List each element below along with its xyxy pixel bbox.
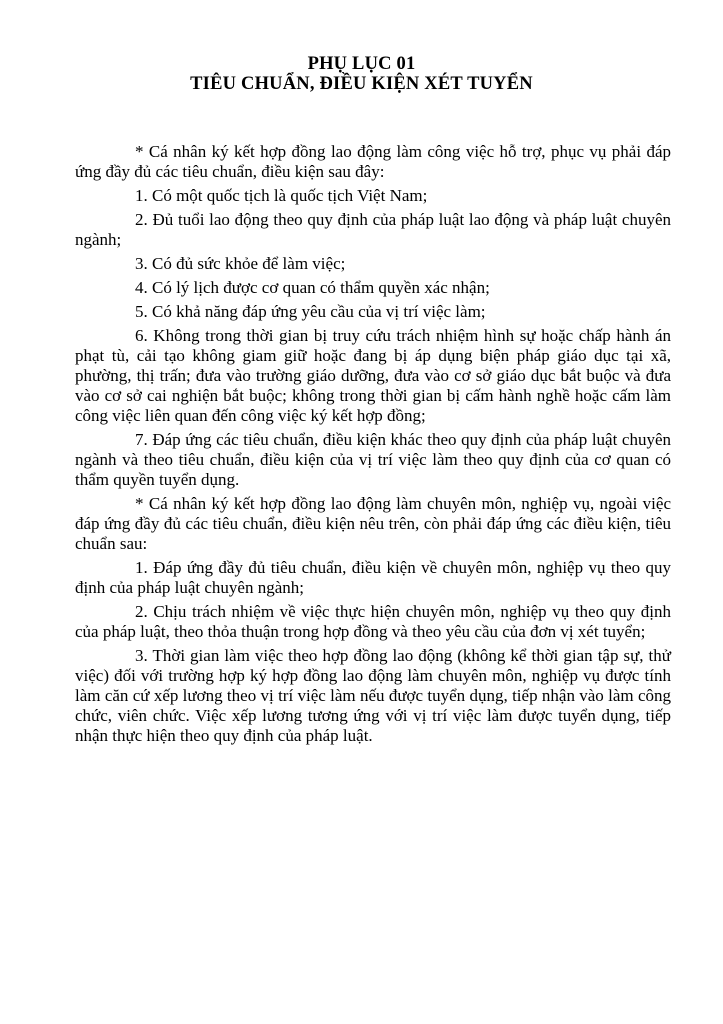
paragraph: 1. Có một quốc tịch là quốc tịch Việt Nam;: [135, 186, 428, 205]
paragraph: * Cá nhân ký kết hợp đồng lao động làm công việc hỗ trợ, phục vụ phải đáp ứng đầy đủ các tiêu chuẩn, điều kiện sau đây:: [75, 142, 671, 181]
title-line-2: TIÊU CHUẨN, ĐIỀU KIỆN XÉT TUYỂN: [190, 74, 533, 94]
paragraph: 3. Có đủ sức khỏe để làm việc;: [135, 254, 346, 273]
document-body: [75, 142, 671, 746]
document-title: [0, 0, 723, 94]
paragraph: 2. Chịu trách nhiệm về việc thực hiện chuyên môn, nghiệp vụ theo quy định của pháp luật, theo thỏa thuận trong hợp đồng và theo yêu cầu của đơn vị xét tuyển;: [75, 602, 671, 641]
paragraph: 4. Có lý lịch được cơ quan có thẩm quyền xác nhận;: [135, 278, 490, 297]
title-line-1: PHỤ LỤC 01: [307, 54, 416, 74]
paragraph: * Cá nhân ký kết hợp đồng lao động làm chuyên môn, nghiệp vụ, ngoài việc đáp ứng đầy đủ các tiêu chuẩn, điều kiện nêu trên, còn phải đáp ứng các điều kiện, tiêu chuẩn sau:: [75, 494, 671, 553]
paragraph: 7. Đáp ứng các tiêu chuẩn, điều kiện khác theo quy định của pháp luật chuyên ngành và theo tiêu chuẩn, điều kiện của vị trí việc làm theo quy định của cơ quan có thẩm quyền tuyển dụng.: [75, 430, 671, 489]
paragraph: 3. Thời gian làm việc theo hợp đồng lao động (không kể thời gian tập sự, thử việc) đối với trường hợp ký hợp đồng lao động làm chuyên môn, nghiệp vụ được tính làm căn cứ xếp lương theo vị trí việc làm nếu được tuyển dụng, tiếp nhận vào làm công chức, viên chức. Việc xếp lương tương ứng với vị trí việc làm được tuyển dụng, tiếp nhận thực hiện theo quy định của pháp luật.: [75, 646, 671, 745]
paragraph: 5. Có khả năng đáp ứng yêu cầu của vị trí việc làm;: [135, 302, 486, 321]
paragraph: 6. Không trong thời gian bị truy cứu trách nhiệm hình sự hoặc chấp hành án phạt tù, cải tạo không giam giữ hoặc đang bị áp dụng biện pháp giáo dục tại xã, phường, thị trấn; đưa vào trường giáo dưỡng, đưa vào cơ sở giáo dục bắt buộc và đưa vào cơ sở cai nghiện bắt buộc; không trong thời gian bị cấm hành nghề hoặc cấm làm công việc liên quan đến công việc ký kết hợp đồng;: [75, 326, 671, 425]
paragraph: 2. Đủ tuổi lao động theo quy định của pháp luật lao động và pháp luật chuyên ngành;: [75, 210, 671, 249]
paragraph: 1. Đáp ứng đầy đủ tiêu chuẩn, điều kiện về chuyên môn, nghiệp vụ theo quy định của pháp luật chuyên ngành;: [75, 558, 671, 597]
